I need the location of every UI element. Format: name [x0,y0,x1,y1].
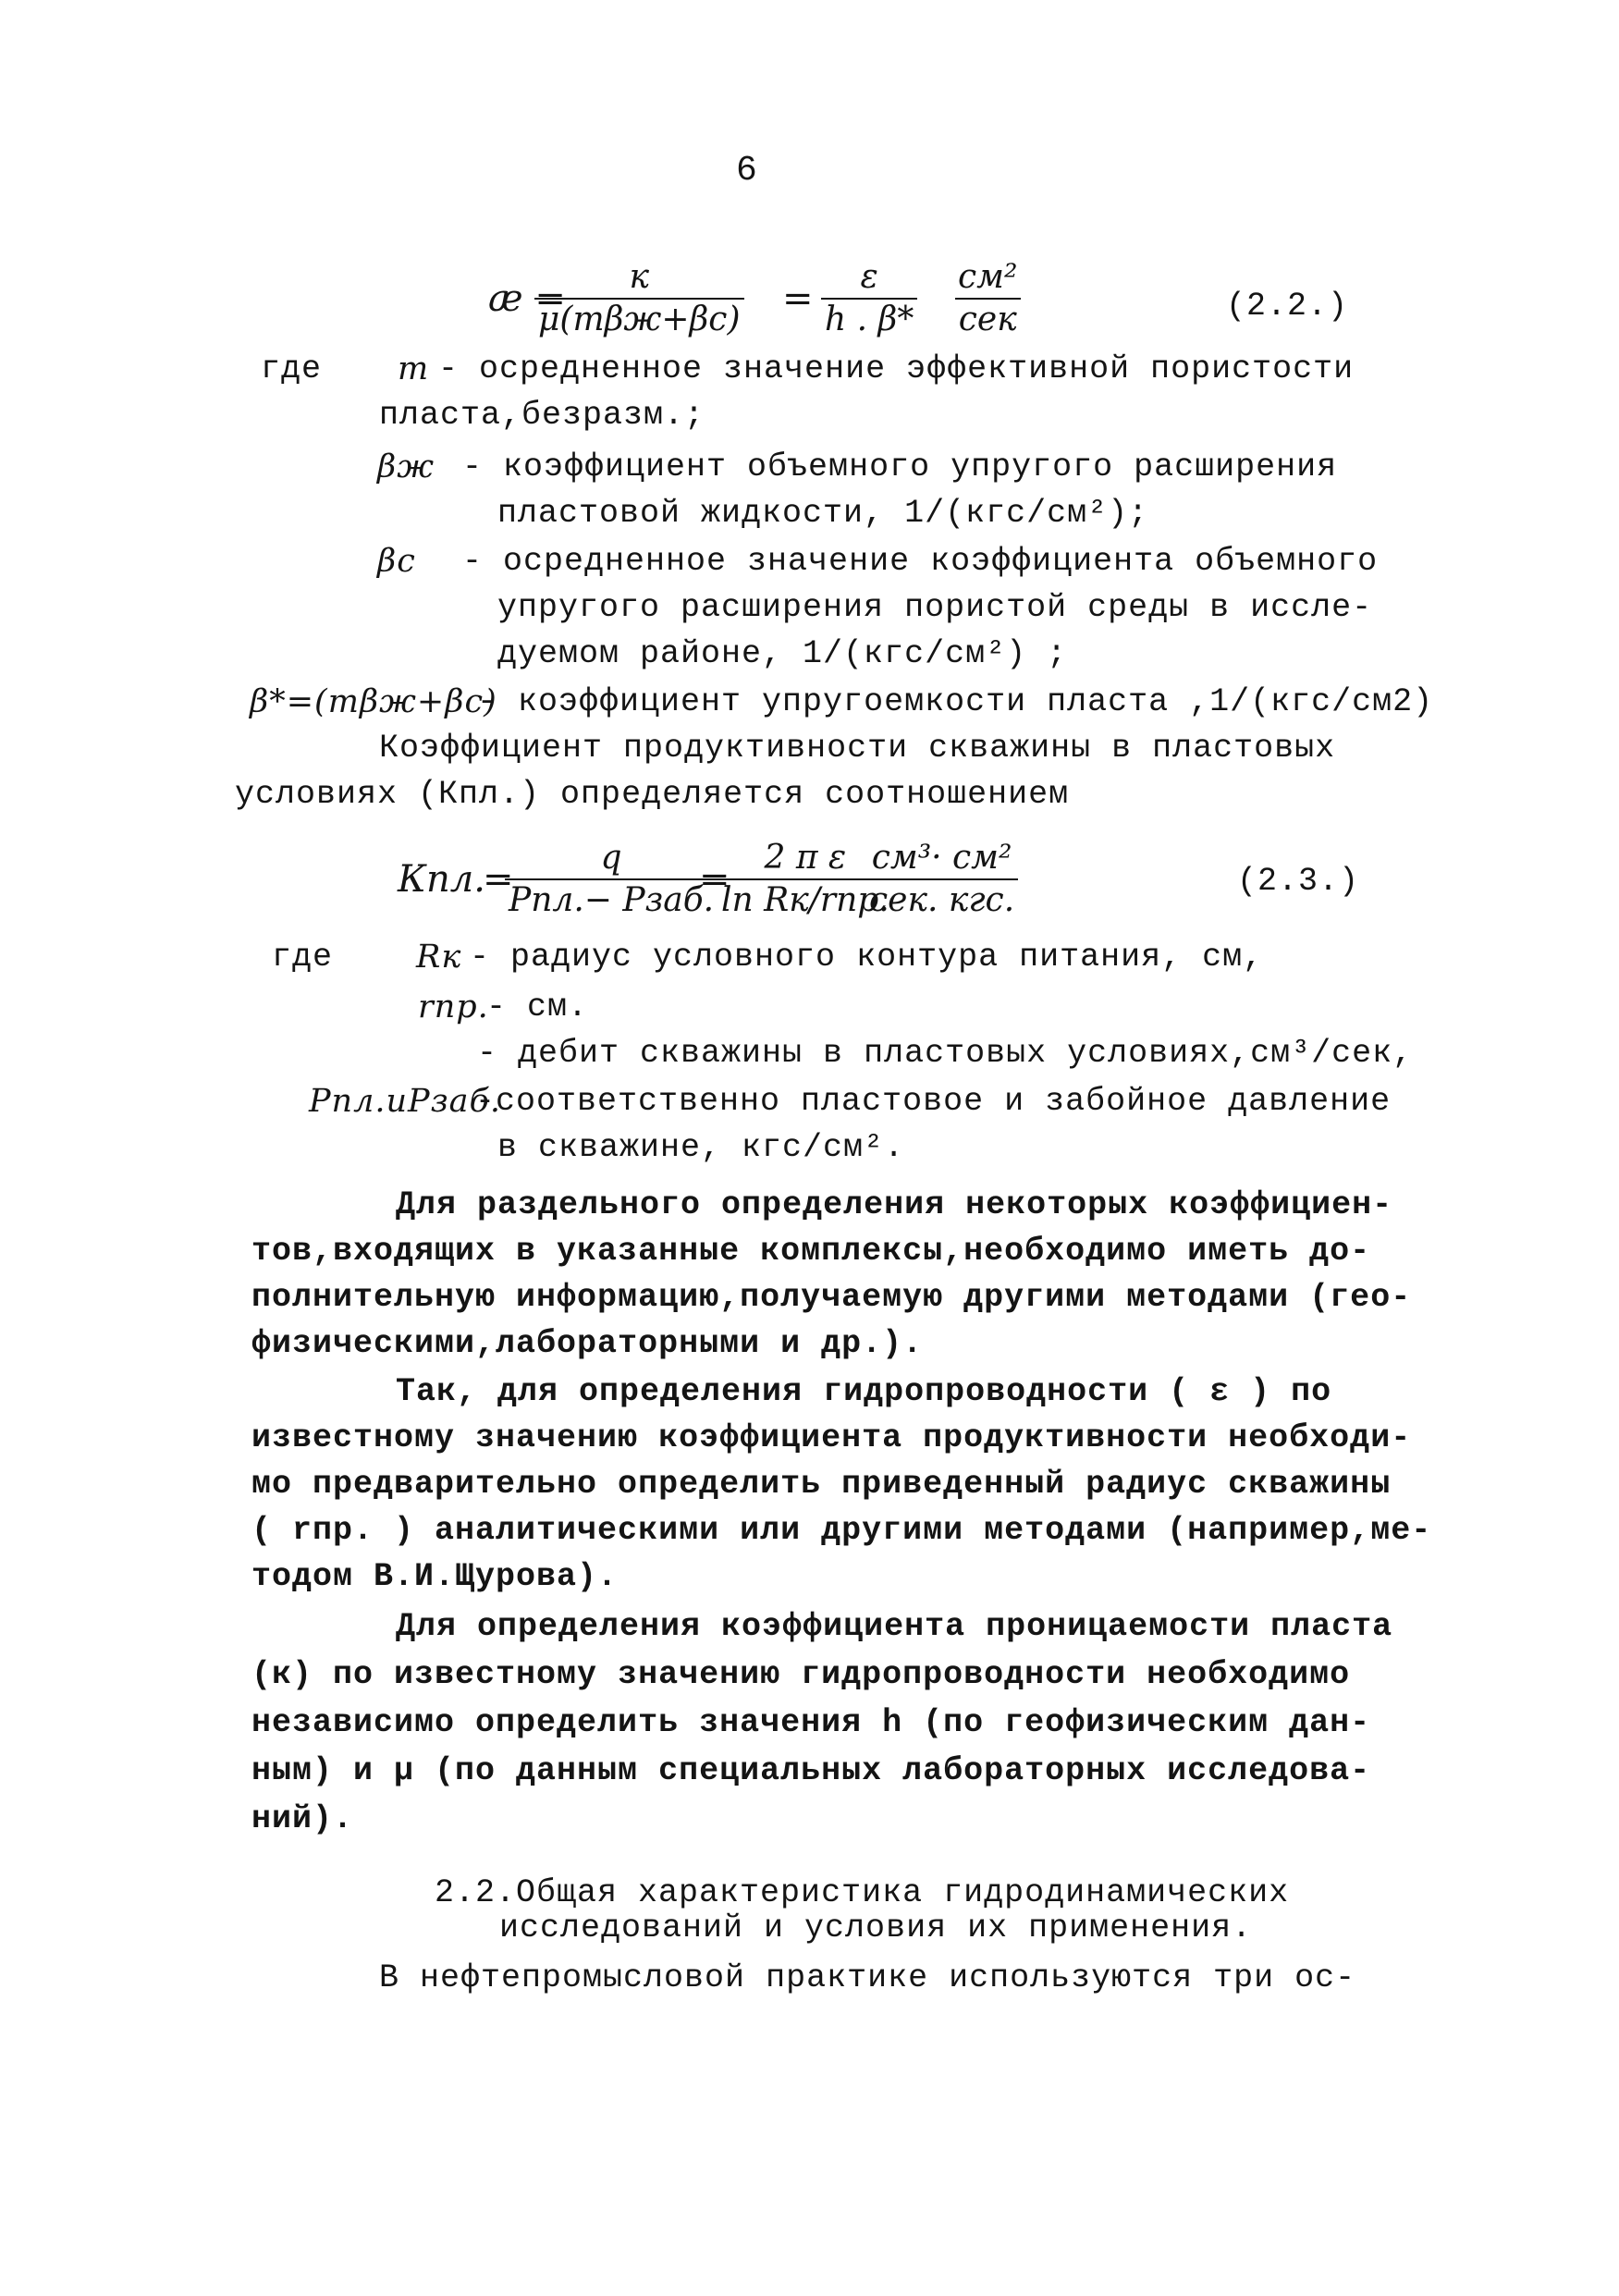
definition-text: упругого расширения пористой среды в иссле- [497,589,1373,626]
paragraph-line: Для определения коэффициента проницаемости пласта [396,1608,1393,1645]
paragraph-line: ( rпр. ) аналитическими или другими методами (например,ме- [251,1512,1432,1549]
definition-text: - см. [486,988,589,1025]
paragraph-line: тов,входящих в указанные комплексы,необходимо иметь до- [251,1233,1371,1270]
page-number: 6 [736,151,758,190]
definition-text: - дебит скважины в пластовых условиях,см³/сек, [477,1035,1414,1072]
paragraph-line: Для раздельного определения некоторых коэффициен- [396,1186,1393,1223]
fraction-denominator: h . β* [821,298,917,340]
equals-sign: = [782,277,814,320]
symbol-m: m [398,350,430,387]
formula-fraction [821,257,917,340]
heading-line: 2.2.Общая характеристика гидродинамических [435,1874,1290,1911]
definition-text: пласта,безразм.; [379,397,705,434]
formula-units [954,257,1021,340]
fraction-numerator: q [600,839,622,877]
paragraph-line: мо предварительно определить приведенный радиус скважины [251,1466,1392,1503]
units-numerator: см² [958,258,1018,296]
paragraph-line: тодом В.И.Щурова). [251,1558,619,1595]
definition-text: дуемом районе, 1/(кгс/см²) ; [497,635,1068,672]
heading-line: исследований и условия их применения. [499,1909,1253,1946]
symbol-beta-star: β*=(mβж+βс) [250,683,497,720]
paragraph-line: независимо определить значения h (по геофизическим дан- [251,1704,1371,1741]
paragraph-line: ний). [251,1800,354,1837]
definition-text: - осредненное значение коэффициента объемного [462,543,1379,580]
fraction-denominator: ln Rк/rпр. [718,878,893,921]
equation-label: (2.2.) [1226,288,1349,325]
units-denominator: сек [955,298,1021,340]
paragraph-line: полнительную информацию,получаемую другими методами (гео- [251,1279,1412,1316]
definition-text: - осредненное значение эффективной пористости [438,350,1355,387]
fraction-numerator: к [629,258,649,296]
paragraph-line: Коэффициент продуктивности скважины в пластовых [379,730,1336,767]
definition-text: - коэффициент объемного упругого расширения [462,448,1338,485]
paragraph-line: условиях (Кпл.) определяется соотношением [235,776,1070,813]
paragraph-line: ным) и μ (по данным специальных лабораторных исследова- [251,1752,1371,1789]
equals-sign: = [699,858,730,901]
definition-text: в скважине, кгс/см². [497,1129,905,1166]
definition-text: - коэффициент упругоемкости пласта ,1/(кгс/см2) [477,683,1434,720]
where-label: где [261,350,323,387]
symbol-rk: Rк [416,939,462,976]
units-denominator: сек. кгс. [865,878,1018,921]
symbol-rpr: rпр. [418,988,489,1025]
formula-fraction [534,257,744,340]
symbol-beta-zh: βж [377,448,435,485]
units-numerator: см³· см² [871,839,1012,877]
fraction-denominator: μ(mβж+βс) [534,298,744,340]
symbol-beta-c: βс [377,543,416,580]
equals-sign: = [483,858,514,901]
where-label: где [272,939,334,976]
paragraph-line: физическими,лабораторными и др.). [251,1325,924,1362]
definition-text: пластовой жидкости, 1/(кгс/см²); [497,495,1149,532]
paragraph-line: Так, для определения гидропроводности ( ε ) по [396,1373,1332,1410]
fraction-numerator: 2 π ε [764,839,847,877]
formula-lhs: æ = [488,277,566,320]
definition-text: -соответственно пластовое и забойное давление [475,1083,1392,1120]
formula-units [865,838,1018,921]
paragraph-line: известному значению коэффициента продуктивности необходи- [251,1419,1412,1456]
definition-text: - радиус условного контура питания, см, [470,939,1264,976]
formula-lhs: Кпл. [398,858,485,901]
fraction-denominator: Pпл.− Pзаб. [505,878,718,921]
formula-fraction [505,838,718,921]
paragraph-line: (к) по известному значению гидропроводности необходимо [251,1656,1351,1693]
symbol-pressures: Рпл.иРзаб. [309,1083,502,1120]
equation-label: (2.3.) [1237,863,1360,900]
paragraph-line: В нефтепромысловой практике используются три ос- [379,1959,1356,1996]
fraction-numerator: ε [860,258,878,296]
